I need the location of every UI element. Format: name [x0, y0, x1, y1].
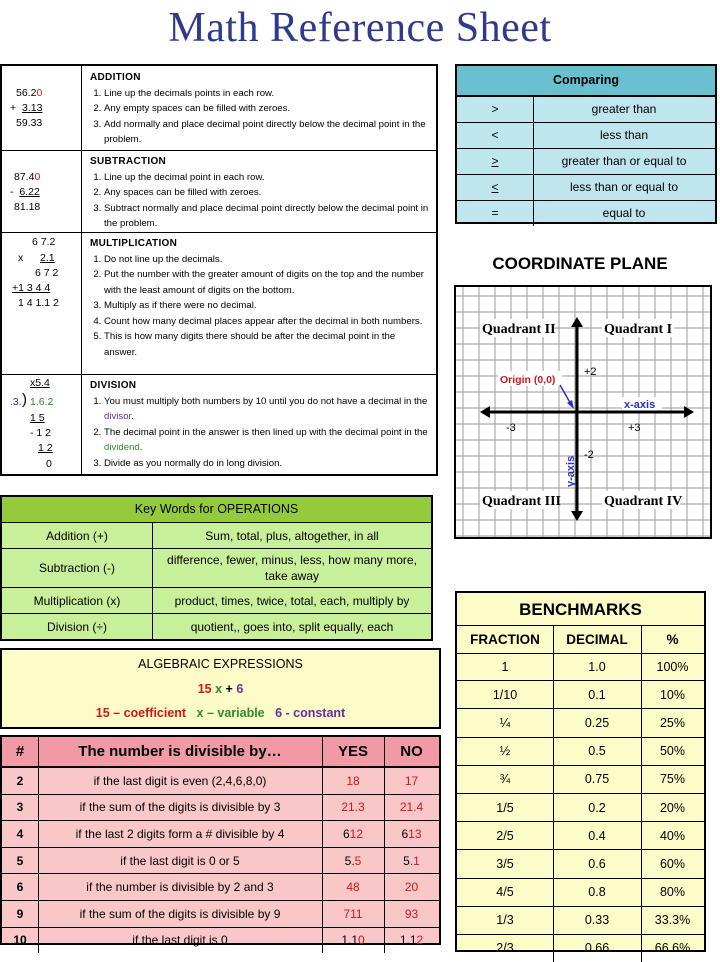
yes-example-digit: 12	[349, 826, 364, 841]
benchmark-row	[457, 822, 704, 850]
benchmark-row	[457, 738, 704, 766]
division-section	[2, 374, 436, 474]
origin-label: Origin (0,0)	[500, 374, 556, 386]
benchmark-row	[457, 850, 704, 878]
coordinate-plane-title: COORDINATE PLANE	[492, 254, 668, 273]
benchmark-decimal: 0.66	[553, 935, 642, 962]
benchmark-fraction: ¾	[457, 766, 554, 793]
y-axis-arrow-up	[571, 317, 583, 327]
benchmark-fraction: 4/5	[457, 879, 554, 906]
coordinate-plane	[454, 285, 712, 539]
comparing-symbol: <	[457, 123, 534, 148]
header-percent: %	[666, 632, 679, 647]
example-line: 87.4	[14, 171, 35, 183]
benchmark-percent: 80%	[659, 885, 686, 900]
subtraction-heading: SUBTRACTION	[90, 156, 167, 167]
divisibility-rule: if the last digit is even (2,4,6,8,0)	[38, 768, 323, 794]
divisor-number: 4	[2, 821, 39, 847]
benchmark-fraction: ½	[457, 738, 554, 765]
comparing-symbol: >	[457, 97, 534, 122]
key-words-table	[0, 495, 433, 641]
operation-name: Division (÷)	[2, 614, 153, 639]
divisor-number: 6	[2, 874, 39, 900]
subtraction-step: 2. Any spaces can be filled with zeroes.	[104, 185, 430, 201]
yes-example-digit: 5	[354, 853, 362, 868]
tick-neg-y: -2	[584, 449, 594, 461]
example-line: 1 5	[30, 412, 45, 424]
quadrant-3-label: Quadrant III	[482, 494, 561, 509]
variable: x	[215, 682, 223, 696]
operation-name: Multiplication (x)	[2, 588, 153, 613]
benchmark-decimal: 0.2	[553, 794, 642, 821]
benchmarks-table	[455, 591, 706, 956]
benchmark-percent: 100%	[656, 659, 689, 674]
yes-example: 711	[343, 906, 363, 921]
division-heading: DIVISION	[90, 380, 137, 391]
benchmark-fraction: 1/3	[457, 907, 554, 934]
divisibility-row	[2, 928, 439, 954]
no-example-digit: 7	[411, 773, 419, 788]
comparing-symbol: =	[457, 201, 534, 226]
times-sign: x	[18, 252, 24, 264]
comparing-symbol: >	[457, 149, 534, 174]
operation-words: Sum, total, plus, altogether, in all	[205, 528, 379, 543]
yes-example: 6	[342, 826, 350, 841]
no-example: 1	[404, 773, 412, 788]
benchmark-fraction: ¼	[457, 709, 554, 736]
quadrant-2-label: Quadrant II	[482, 322, 556, 337]
division-step: 3. Divide as you normally do in long division.	[104, 456, 430, 472]
example-quotient: x5.4	[30, 377, 50, 389]
benchmark-percent: 60%	[659, 856, 686, 871]
example-result: 0	[46, 458, 52, 470]
example-divisor: .3.	[10, 396, 22, 408]
subtraction-step: 3. Subtract normally and place decimal point directly below the decimal point in the problem.	[104, 201, 430, 232]
benchmark-percent: 20%	[659, 800, 686, 815]
benchmark-decimal: 0.1	[553, 681, 642, 708]
coordinate-plane-graphic	[456, 287, 710, 537]
benchmark-row	[457, 681, 704, 709]
benchmark-percent: 50%	[659, 744, 686, 759]
no-example: 20	[404, 880, 419, 895]
key-words-row	[2, 588, 431, 614]
benchmark-fraction: 2/3	[457, 935, 554, 962]
comparing-meaning: less than or equal to	[569, 180, 679, 194]
example-line: 6 7.2	[32, 236, 56, 248]
comparing-row	[457, 97, 715, 123]
header-decimal: DECIMAL	[553, 626, 642, 653]
division-example	[2, 374, 82, 474]
key-words-row	[2, 549, 431, 588]
divisibility-rule: if the last 2 digits form a # divisible by 4	[38, 821, 323, 847]
yes-example-digit: 8	[353, 773, 360, 788]
yes-example: 1	[346, 773, 353, 788]
comparing-row	[457, 201, 715, 226]
comparing-symbol: <	[457, 175, 534, 200]
multiplication-heading: MULTIPLICATION	[90, 238, 178, 249]
division-step	[104, 394, 430, 425]
operation-name: Addition (+)	[2, 523, 153, 548]
divisibility-row	[2, 901, 439, 928]
variable-definition: x – variable	[196, 706, 265, 720]
page-title: Math Reference Sheet	[168, 5, 552, 51]
example-line: - 1 2	[30, 427, 52, 439]
plus-sign: +	[10, 102, 20, 114]
example-line: 56.2	[16, 87, 37, 99]
key-words-row	[2, 614, 431, 639]
operations-panel	[0, 64, 438, 476]
no-example: 1.1	[399, 933, 417, 948]
benchmark-decimal: 0.75	[553, 766, 642, 793]
no-example: 5.	[403, 853, 414, 868]
divisor-word: divisor	[104, 411, 132, 422]
x-axis-label: x-axis	[624, 399, 656, 411]
header-rule: The number is divisible by…	[38, 737, 323, 766]
divisibility-row	[2, 768, 439, 795]
addition-section	[2, 66, 436, 151]
addition-step: 2. Any empty spaces can be filled with zeroes.	[104, 101, 430, 117]
operation-words: difference, fewer, minus, less, how many more, take away	[167, 553, 417, 583]
comparing-meaning: greater than	[591, 102, 657, 116]
benchmark-row	[457, 766, 704, 794]
benchmark-fraction: 1/5	[457, 794, 554, 821]
algebraic-title: ALGEBRAIC EXPRESSIONS	[138, 657, 303, 671]
dividend-word: dividend	[104, 442, 140, 453]
benchmark-percent: 10%	[659, 687, 686, 702]
comparing-table	[455, 64, 717, 224]
divisor-number: 10	[2, 928, 39, 954]
example-line: 1 2	[38, 442, 53, 454]
quadrant-1-label: Quadrant I	[604, 322, 673, 337]
example-dividend: 1.6.2	[30, 396, 54, 408]
algebraic-definitions	[2, 706, 439, 720]
tick-pos-x: +3	[628, 422, 641, 434]
step-text: You must multiply both numbers by 10 until you do not have a decimal in the	[104, 395, 428, 407]
addition-step: 3. Add normally and place decimal point directly below the decimal point in the problem.	[104, 117, 430, 148]
divisibility-header	[2, 737, 439, 768]
coefficient: 15	[197, 682, 212, 696]
addition-example	[2, 66, 82, 150]
benchmark-row	[457, 709, 704, 737]
benchmark-fraction: 1/10	[457, 681, 554, 708]
algebraic-example	[2, 682, 439, 696]
benchmark-decimal: 1.0	[553, 653, 642, 680]
benchmark-percent: 66.6%	[654, 941, 691, 956]
step-text: The decimal point in the answer is then lined up with the decimal point in the	[104, 426, 428, 438]
comparing-row	[457, 149, 715, 175]
no-example: 21.4	[399, 800, 424, 815]
yes-example: 1.1	[341, 933, 358, 948]
benchmark-decimal: 0.4	[553, 822, 642, 849]
example-result: 59.33	[16, 117, 43, 129]
benchmark-percent: 25%	[659, 715, 686, 730]
comparing-meaning: less than	[599, 128, 649, 142]
key-words-row	[2, 523, 431, 549]
addition-heading: ADDITION	[90, 72, 141, 83]
divisibility-row	[2, 874, 439, 901]
benchmark-percent: 33.3%	[654, 913, 691, 928]
comparing-meaning: equal to	[602, 206, 646, 220]
yes-example: 21.3	[341, 800, 365, 815]
no-example: 6	[401, 826, 409, 841]
division-bracket: )	[22, 391, 27, 408]
example-line: 2.1	[40, 252, 55, 264]
quadrant-4-label: Quadrant IV	[604, 494, 683, 509]
benchmark-percent: 40%	[659, 828, 686, 843]
divisibility-row	[2, 795, 439, 822]
divisibility-rule	[38, 874, 323, 900]
benchmark-decimal: 0.6	[553, 850, 642, 877]
divisor-number: 5	[2, 848, 39, 874]
divisor-number: 3	[2, 795, 39, 821]
benchmark-percent: 75%	[659, 772, 686, 787]
tick-neg-x: -3	[506, 422, 516, 434]
benchmark-fraction: 1	[457, 653, 554, 680]
operation-words: quotient,, goes into, split equally, each	[190, 619, 394, 634]
benchmark-decimal: 0.33	[553, 907, 642, 934]
example-line: 6.22	[19, 186, 40, 198]
division-step	[104, 425, 430, 456]
divisibility-rule: if the sum of the digits is divisible by 3	[38, 795, 323, 821]
minus-sign: -	[10, 186, 17, 198]
multiplication-section	[2, 232, 436, 375]
step-text: .	[139, 442, 143, 453]
benchmark-row	[457, 935, 704, 962]
header-fraction: FRACTION	[457, 626, 554, 653]
benchmark-row	[457, 653, 704, 681]
comparing-row	[457, 175, 715, 201]
comparing-meaning: greater than or equal to	[561, 154, 687, 168]
multiplication-step: 2. Put the number with the greater amount of digits on the top and the number with the least amount of digits on the bottom.	[104, 267, 430, 298]
example-line: 6 7 2	[35, 267, 59, 279]
header-no: NO	[400, 743, 423, 760]
operation-words: product, times, twice, total, each, multiply by	[174, 593, 410, 608]
tick-pos-y: +2	[584, 366, 597, 378]
subtraction-step: 1. Line up the decimal point in each row.	[104, 170, 430, 186]
subtraction-section	[2, 150, 436, 233]
yes-example: 48	[346, 880, 360, 895]
multiplication-step: 3. Multiply as if there were no decimal.	[104, 298, 430, 314]
divisibility-rule: if the last digit is 0	[38, 928, 323, 954]
divisibility-row	[2, 848, 439, 875]
benchmarks-header	[457, 625, 704, 654]
example-line: 3.13	[21, 102, 43, 114]
step-text: .	[131, 411, 134, 422]
benchmark-row	[457, 794, 704, 822]
no-example: 93	[404, 906, 419, 921]
no-example-digit: 13	[408, 826, 422, 841]
key-words-title: Key Words for OPERATIONS	[2, 497, 431, 523]
yes-example: 5.	[344, 853, 355, 868]
plus-sign: +	[225, 682, 233, 696]
benchmark-decimal: 0.5	[553, 738, 642, 765]
divisibility-rule: if the last digit is 0 or 5	[38, 848, 323, 874]
example-zero: 0	[34, 171, 41, 183]
constant-definition: 6 - constant	[275, 706, 346, 720]
comparing-row	[457, 123, 715, 149]
no-example-digit: 2	[416, 933, 424, 948]
y-axis-label: y-axis	[565, 455, 577, 487]
divisibility-table	[0, 735, 441, 948]
benchmark-decimal: 0.25	[553, 709, 642, 736]
benchmark-fraction: 3/5	[457, 850, 554, 877]
multiplication-step: 1. Do not line up the decimals.	[104, 252, 430, 268]
coefficient-definition: 15 – coefficient	[95, 706, 187, 720]
operation-name: Subtraction (-)	[2, 549, 153, 587]
divisor-number: 9	[2, 901, 39, 927]
subtraction-example	[2, 150, 82, 232]
comparing-title: Comparing	[457, 66, 715, 97]
no-example-digit: 1	[413, 853, 420, 868]
benchmark-row	[457, 907, 704, 935]
divisibility-rule: if the sum of the digits is divisible by 9	[38, 901, 323, 927]
algebraic-expressions-box	[0, 648, 441, 729]
header-number: #	[2, 737, 39, 766]
example-zero: 0	[36, 87, 43, 99]
benchmark-decimal: 0.8	[553, 879, 642, 906]
multiplication-step: 4. Count how many decimal places appear after the decimal in both numbers.	[104, 314, 430, 330]
header-yes: YES	[322, 737, 385, 766]
addition-step: 1. Line up the decimals points in each row.	[104, 86, 430, 102]
divisibility-row	[2, 821, 439, 848]
example-line: +1 3 4 4	[12, 282, 51, 294]
benchmark-row	[457, 879, 704, 907]
divisor-number: 2	[2, 768, 39, 794]
example-result: 81.18	[14, 201, 41, 213]
divisibility-rule-text: if the number is divisible by 2 and 3	[86, 880, 274, 895]
example-result: 1 4 1.1 2	[18, 297, 59, 309]
benchmarks-title: BENCHMARKS	[519, 600, 642, 619]
yes-example-digit: 0	[358, 933, 365, 948]
constant: 6	[236, 682, 244, 696]
multiplication-step: 5. This is how many digits there should be after the decimal point in the answer.	[104, 329, 430, 360]
multiplication-example	[2, 232, 82, 374]
benchmark-fraction: 2/5	[457, 822, 554, 849]
